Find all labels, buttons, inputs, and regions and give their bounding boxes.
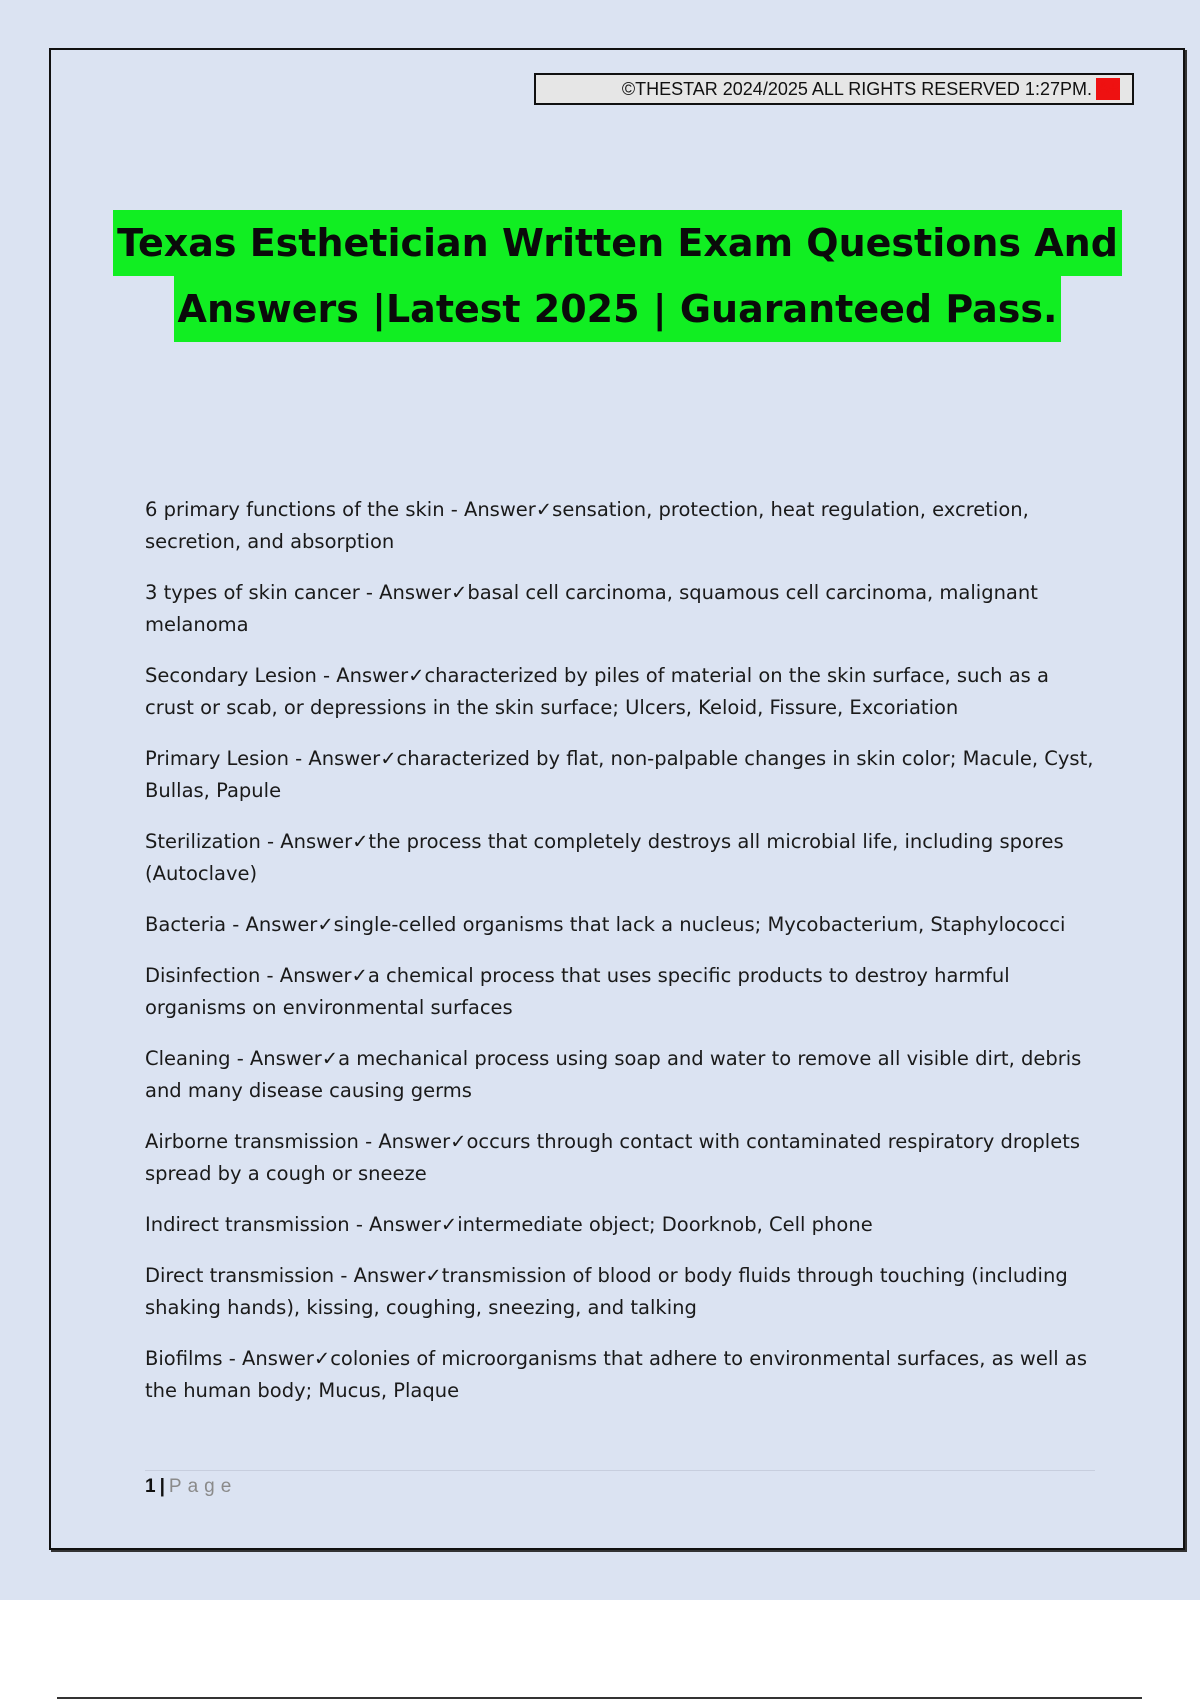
list-item [145,577,1095,641]
question-text: Airborne transmission - Answer✓ [145,1130,467,1153]
list-item [145,1043,1095,1107]
list-item [145,743,1095,807]
answer-text: occurs through contact with contaminated respiratory droplets spread by a cough or sneeze [145,1130,1081,1185]
list-item [145,1126,1095,1190]
answer-text: basal cell carcinoma, squamous cell carcinoma, malignant melanoma [145,581,1038,636]
grade-badge: A+ [1096,78,1120,100]
page-label: Page [168,1476,238,1497]
document-title [100,210,1135,342]
question-text: Direct transmission - Answer✓ [145,1264,442,1287]
next-page-divider [57,1697,1142,1699]
answer-text: a mechanical process using soap and water to remove all visible dirt, debris and many disease causing germs [145,1047,1082,1102]
question-answer-list [145,494,1095,1426]
question-text: 6 primary functions of the skin - Answer✓ [145,498,553,521]
question-text: Biofilms - Answer✓ [145,1347,331,1370]
answer-text: characterized by piles of material on the skin surface, such as a crust or scab, or depressions in the skin surface; Ulcers, Keloid, Fissure, Excoriation [145,664,1049,719]
question-text: Primary Lesion - Answer✓ [145,747,397,770]
answer-text: a chemical process that uses specific products to destroy harmful organisms on environmental surfaces [145,964,1010,1019]
question-text: Indirect transmission - Answer✓ [145,1213,458,1236]
title-line-1: Texas Esthetician Written Exam Questions And [113,210,1122,276]
answer-text: colonies of microorganisms that adhere to environmental surfaces, as well as the human body; Mucus, Plaque [145,1347,1088,1402]
list-item [145,1260,1095,1324]
list-item [145,960,1095,1024]
question-text: Cleaning - Answer✓ [145,1047,339,1070]
question-text: 3 types of skin cancer - Answer✓ [145,581,468,604]
copyright-header [534,73,1134,105]
list-item [145,826,1095,890]
question-text: Secondary Lesion - Answer✓ [145,664,425,687]
list-item [145,660,1095,724]
list-item [145,909,1095,941]
copyright-text: ©THESTAR 2024/2025 ALL RIGHTS RESERVED 1:27PM. [621,78,1092,99]
page-footer [145,1474,237,1500]
page-number: 1 [145,1476,156,1497]
answer-text: characterized by flat, non-palpable changes in skin color; Macule, Cyst, Bullas, Papule [145,747,1094,802]
footer-divider [145,1470,1095,1471]
question-text: Bacteria - Answer✓ [145,913,334,936]
list-item [145,1343,1095,1407]
footer-separator: | [159,1476,165,1497]
list-item [145,494,1095,558]
question-text: Disinfection - Answer✓ [145,964,368,987]
answer-text: transmission of blood or body fluids through touching (including shaking hands), kissing, coughing, sneezing, and talking [145,1264,1068,1319]
answer-text: sensation, protection, heat regulation, excretion, secretion, and absorption [145,498,1029,553]
list-item [145,1209,1095,1241]
question-text: Sterilization - Answer✓ [145,830,369,853]
title-line-2: Answers |Latest 2025 | Guaranteed Pass. [174,276,1062,342]
answer-text: single-celled organisms that lack a nucleus; Mycobacterium, Staphylococci [333,913,1066,936]
answer-text: intermediate object; Doorknob, Cell phone [457,1213,873,1236]
answer-text: the process that completely destroys all microbial life, including spores (Autoclave) [145,830,1064,885]
